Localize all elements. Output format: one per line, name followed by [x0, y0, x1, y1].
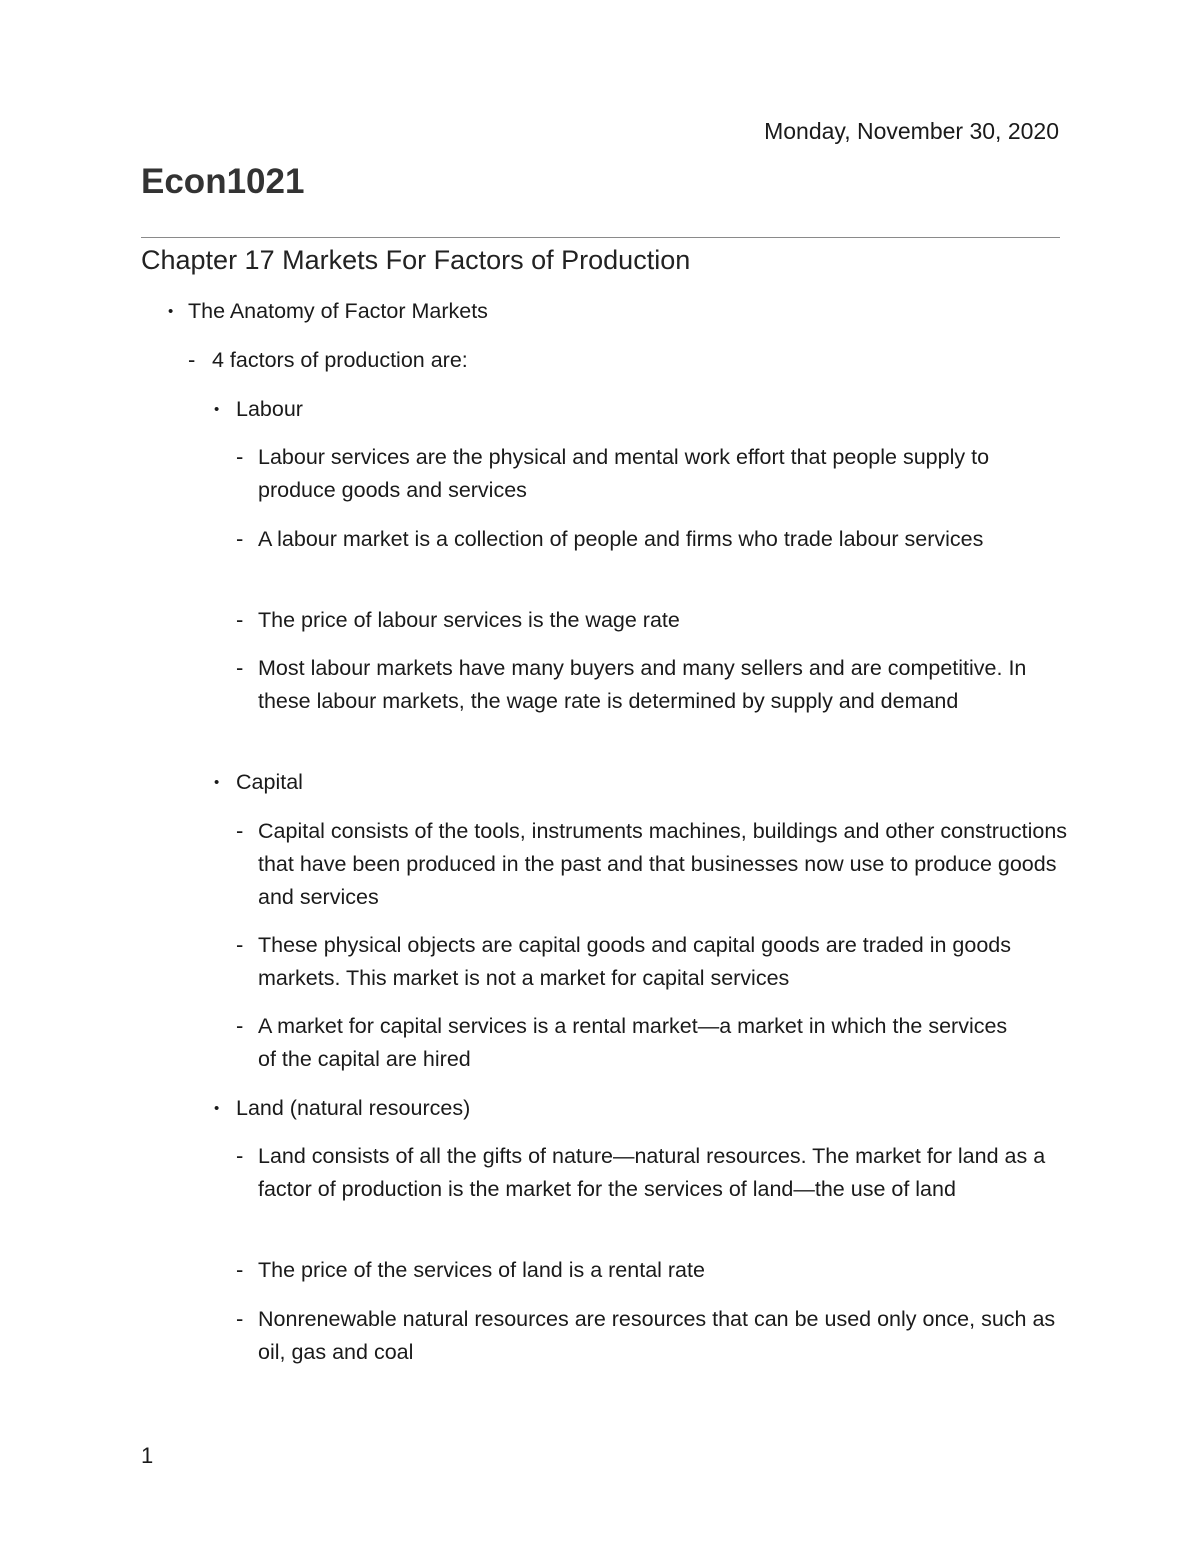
- capital-point: A market for capital services is a rental market—a market in which the services of the capital are hired: [258, 1014, 1008, 1071]
- list-item: [236, 523, 998, 556]
- document-date: Monday, November 30, 2020: [764, 118, 1059, 144]
- dash-marker: -: [236, 607, 244, 632]
- title-divider: [141, 237, 1060, 238]
- labour-point: A labour market is a collection of people and firms who trade labour services: [258, 527, 984, 551]
- dash-marker: -: [236, 932, 244, 957]
- land-point: Land consists of all the gifts of nature—natural resources. The market for land as a factor of production is the market for the services of land—the use of land: [258, 1144, 1046, 1201]
- bullet-marker: •: [214, 774, 220, 791]
- factors-intro: 4 factors of production are:: [212, 348, 468, 372]
- dash-marker: -: [236, 1143, 244, 1168]
- list-item: [236, 604, 1068, 637]
- bullet-marker: •: [168, 303, 174, 320]
- section-heading: The Anatomy of Factor Markets: [188, 299, 488, 323]
- list-item: [236, 1303, 1068, 1369]
- list-item: [236, 1254, 1068, 1287]
- bullet-marker: •: [214, 1100, 220, 1117]
- capital-point: These physical objects are capital goods and capital goods are traded in goods markets. This market is not a market for capital services: [258, 933, 1011, 990]
- labour-heading: Labour: [236, 397, 303, 421]
- list-item: [236, 441, 1068, 507]
- labour-point: Labour services are the physical and mental work effort that people supply to produce goods and services: [258, 445, 990, 502]
- dash-marker: -: [236, 1306, 244, 1331]
- land-point: Nonrenewable natural resources are resources that can be used only once, such as oil, gas and coal: [258, 1307, 1056, 1364]
- dash-marker: -: [236, 444, 244, 469]
- dash-marker: -: [236, 655, 244, 680]
- list-item: [236, 1140, 1068, 1206]
- labour-point: Most labour markets have many buyers and many sellers and are competitive. In these labour markets, the wage rate is determined by supply and demand: [258, 656, 1027, 713]
- document-title: Econ1021: [141, 162, 305, 201]
- list-item: [236, 1010, 1028, 1076]
- dash-marker: -: [236, 1013, 244, 1038]
- list-item: [168, 295, 1068, 328]
- list-item: [236, 815, 1068, 914]
- chapter-heading: Chapter 17 Markets For Factors of Production: [141, 245, 691, 275]
- capital-point: Capital consists of the tools, instruments machines, buildings and other constructions that have been produced in the past and that businesses now use to produce goods and services: [258, 819, 1068, 909]
- list-item: [236, 652, 1068, 718]
- list-item: [188, 344, 1062, 377]
- dash-marker: -: [236, 1257, 244, 1282]
- labour-point: The price of labour services is the wage rate: [258, 608, 680, 632]
- list-item: [214, 1092, 1066, 1125]
- capital-heading: Capital: [236, 770, 303, 794]
- dash-marker: -: [236, 818, 244, 843]
- bullet-marker: •: [214, 401, 220, 418]
- page-number: 1: [141, 1443, 154, 1468]
- list-item: [214, 766, 1066, 799]
- dash-marker: -: [188, 347, 196, 372]
- land-point: The price of the services of land is a rental rate: [258, 1258, 705, 1282]
- list-item: [214, 393, 1066, 426]
- dash-marker: -: [236, 526, 244, 551]
- list-item: [236, 929, 1043, 995]
- land-heading: Land (natural resources): [236, 1096, 471, 1120]
